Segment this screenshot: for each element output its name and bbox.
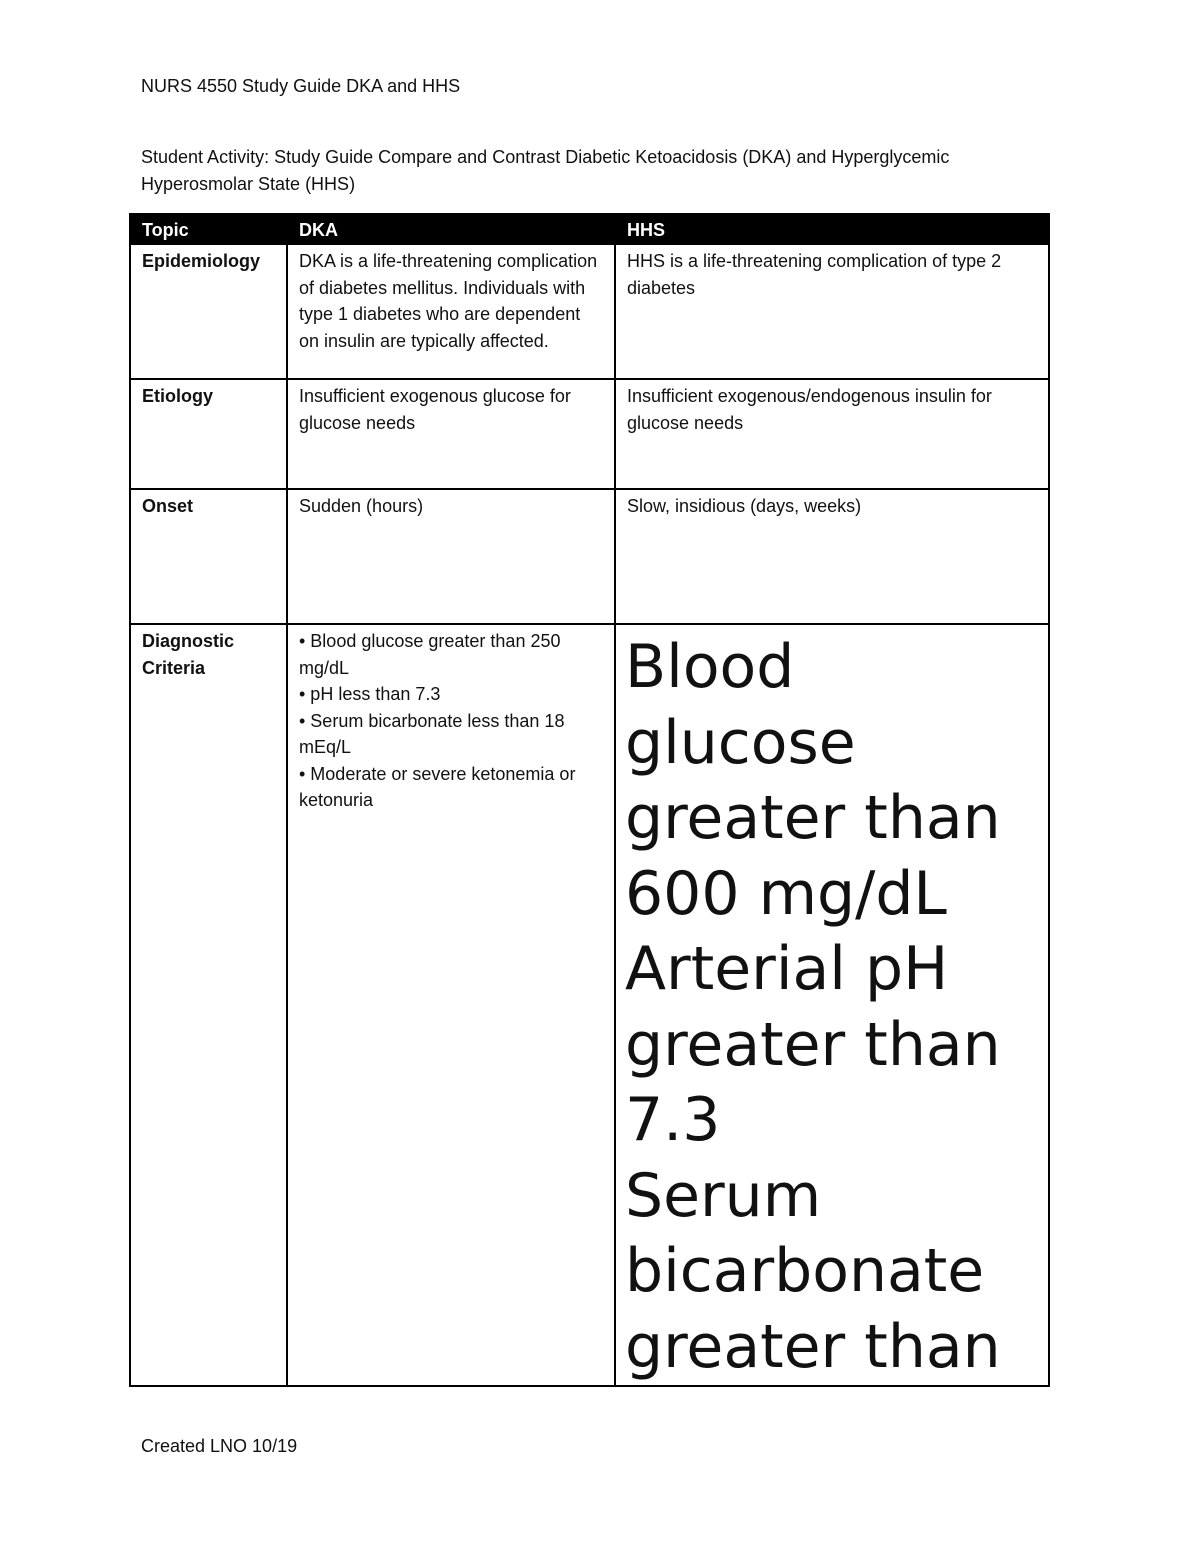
table-row-diagnostic-criteria — [130, 624, 1049, 1386]
dka-onset: Sudden (hours) — [287, 489, 615, 624]
comparison-table — [129, 213, 1050, 1387]
list-item: • Blood glucose greater than 250 mg/dL — [299, 631, 561, 678]
list-item: • Serum bicarbonate less than 18 mEq/L — [299, 710, 565, 757]
topic-onset: Onset — [130, 489, 287, 624]
header-dka: DKA — [287, 214, 615, 244]
hhs-criteria-line: Serum — [625, 1160, 822, 1231]
header-topic: Topic — [130, 214, 287, 244]
hhs-diagnostic-criteria — [615, 624, 1049, 1386]
hhs-criteria-line: greater than — [625, 1311, 1001, 1382]
hhs-etiology: Insufficient exogenous/endogenous insulin for glucose needs — [615, 379, 1049, 489]
dka-diagnostic-criteria — [287, 624, 615, 1386]
hhs-onset: Slow, insidious (days, weeks) — [615, 489, 1049, 624]
topic-etiology: Etiology — [130, 379, 287, 489]
hhs-criteria-line: Blood — [625, 632, 795, 702]
hhs-criteria-line: 600 mg/dL — [625, 858, 947, 929]
hhs-criteria-large-text — [625, 630, 1038, 1385]
dka-criteria-list — [299, 628, 604, 814]
list-item: • pH less than 7.3 — [299, 684, 441, 704]
activity-description: Student Activity: Study Guide Compare and Contrast Diabetic Ketoacidosis (DKA) and Hyperglycemic Hyperosmolar State (HHS) — [141, 147, 950, 194]
list-item: • Moderate or severe ketonemia or ketonuria — [299, 763, 576, 810]
table-row-epidemiology — [130, 244, 1049, 379]
page-footer: Created LNO 10/19 — [141, 1436, 298, 1456]
hhs-epidemiology: HHS is a life-threatening complication of type 2 diabetes — [615, 244, 1049, 379]
header-hhs: HHS — [615, 214, 1049, 244]
page-header: NURS 4550 Study Guide DKA and HHS — [141, 76, 461, 96]
topic-epidemiology: Epidemiology — [130, 244, 287, 379]
hhs-criteria-line: greater than — [625, 1009, 1001, 1080]
hhs-criteria-line: glucose — [625, 707, 856, 778]
hhs-criteria-line: greater than — [625, 783, 1001, 853]
dka-etiology: Insufficient exogenous glucose for glucose needs — [287, 379, 615, 489]
hhs-criteria-line: bicarbonate — [625, 1236, 985, 1306]
topic-diagnostic-criteria: Diagnostic Criteria — [130, 624, 287, 1386]
table-row-etiology — [130, 379, 1049, 489]
hhs-criteria-line: 7.3 — [625, 1085, 721, 1155]
table-row-onset — [130, 489, 1049, 624]
hhs-criteria-line: Arterial pH — [625, 934, 949, 1004]
table-header-row — [130, 214, 1049, 244]
dka-epidemiology: DKA is a life-threatening complication of diabetes mellitus. Individuals with type 1 diabetes who are dependent on insulin are typically affected. — [287, 244, 615, 379]
